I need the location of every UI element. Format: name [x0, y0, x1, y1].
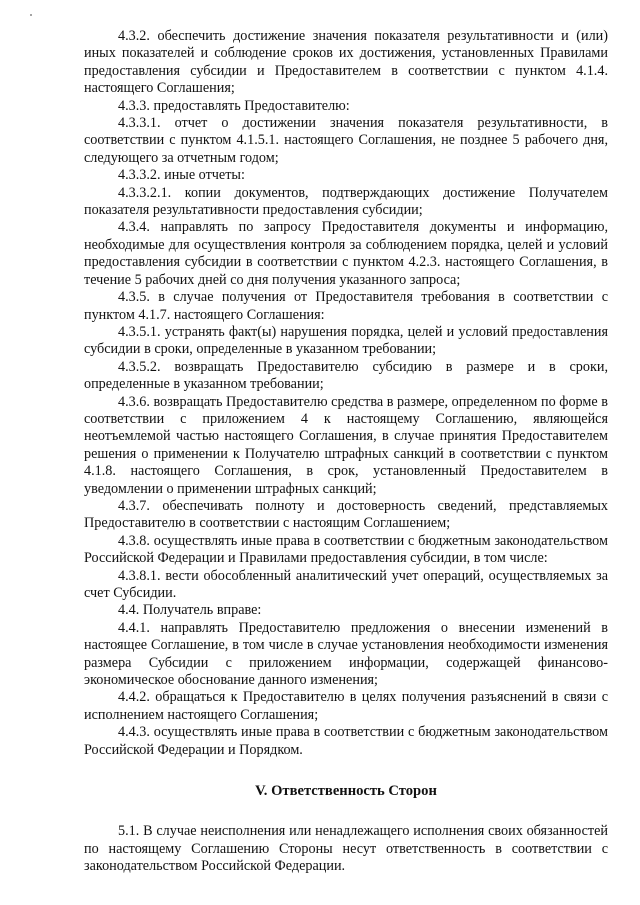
paragraph-4-3-3: 4.3.3. предоставлять Предоставителю: — [118, 97, 350, 114]
paragraph-4-4-1: 4.4.1. направлять Предоставителю предложения о внесении изменений в настоящее Соглашение, в том числе в случае установления необходимости изменения размера Субсидии с приложением информации, содержащей финансово-экономическое обоснование данного изменения; — [84, 619, 608, 689]
paragraph-4-3-3-2-1: 4.3.3.2.1. копии документов, подтверждающих достижение Получателем показателя результативности предоставления субсидии; — [84, 184, 608, 219]
paragraph-4-3-6: 4.3.6. возвращать Предоставителю средства в размере, определенном по форме в соответствии с приложением 4 к настоящему Соглашению, являющейся неотъемлемой частью настоящего Соглашения, в случае принятия Предоставителем решения о применении к Получателю штрафных санкций в соответствии с пунктом 4.1.8. настоящего Соглашения, в срок, установленный Предоставителем в уведомлении о применении штрафных санкций; — [84, 393, 608, 497]
paragraph-4-4-2: 4.4.2. обращаться к Предоставителю в целях получения разъяснений в связи с исполнением настоящего Соглашения; — [84, 689, 608, 723]
paragraph-4-3-7: 4.3.7. обеспечивать полноту и достоверность сведений, представляемых Предоставителю в соответствии с настоящим Соглашением; — [84, 497, 608, 532]
paragraph-4-3-8: 4.3.8. осуществлять иные права в соответствии с бюджетным законодательством Российской Федерации и Правилами предоставления субсидии, в том числе: — [84, 532, 608, 567]
scan-speck — [30, 14, 32, 16]
section-title: V. Ответственность Сторон — [255, 783, 437, 800]
paragraph-4-3-8-1: 4.3.8.1. вести обособленный аналитический учет операций, осуществляемых за счет Субсидии. — [84, 567, 608, 601]
paragraph-4-4: 4.4. Получатель вправе: — [118, 602, 262, 619]
paragraph-5-1: 5.1. В случае неисполнения или ненадлежащего исполнения своих обязанностей по настоящему Соглашению Стороны несут ответственность в соответствии с законодательством Российской Федерации. — [84, 823, 608, 875]
document-page — [84, 28, 608, 876]
paragraph-4-3-3-2: 4.3.3.2. иные отчеты: — [118, 167, 245, 184]
paragraph-4-3-2: 4.3.2. обеспечить достижение значения показателя результативности и (или) иных показателей и соблюдение сроков их достижения, установленных Правилами предоставления субсидии и Предоставителем в соответствии с пунктом 4.1.4. настоящего Соглашения; — [84, 28, 608, 97]
paragraph-4-4-3: 4.4.3. осуществлять иные права в соответствии с бюджетным законодательством Российской Федерации и Порядком. — [84, 724, 608, 758]
paragraph-4-3-5: 4.3.5. в случае получения от Предоставителя требования в соответствии с пунктом 4.1.7. настоящего Соглашения: — [84, 289, 608, 323]
paragraph-4-3-5-2: 4.3.5.2. возвращать Предоставителю субсидию в размере и в сроки, определенные в указанном требовании; — [84, 358, 608, 393]
paragraph-4-3-3-1: 4.3.3.1. отчет о достижении значения показателя результативности, в соответствии с пунктом 4.1.5.1. настоящего Соглашения, не позднее 5 рабочего дня, следующего за отчетным годом; — [84, 115, 608, 166]
paragraph-4-3-4: 4.3.4. направлять по запросу Предоставителя документы и информацию, необходимые для осуществления контроля за соблюдением порядка, целей и условий предоставления субсидии в соответствии с пунктом 4.2.3. настоящего Соглашения, в течение 5 рабочих дней со дня получения указанного запроса; — [84, 219, 608, 288]
paragraph-4-3-5-1: 4.3.5.1. устранять факт(ы) нарушения порядка, целей и условий предоставления субсидии в сроки, определенные в указанном требовании; — [84, 323, 608, 358]
